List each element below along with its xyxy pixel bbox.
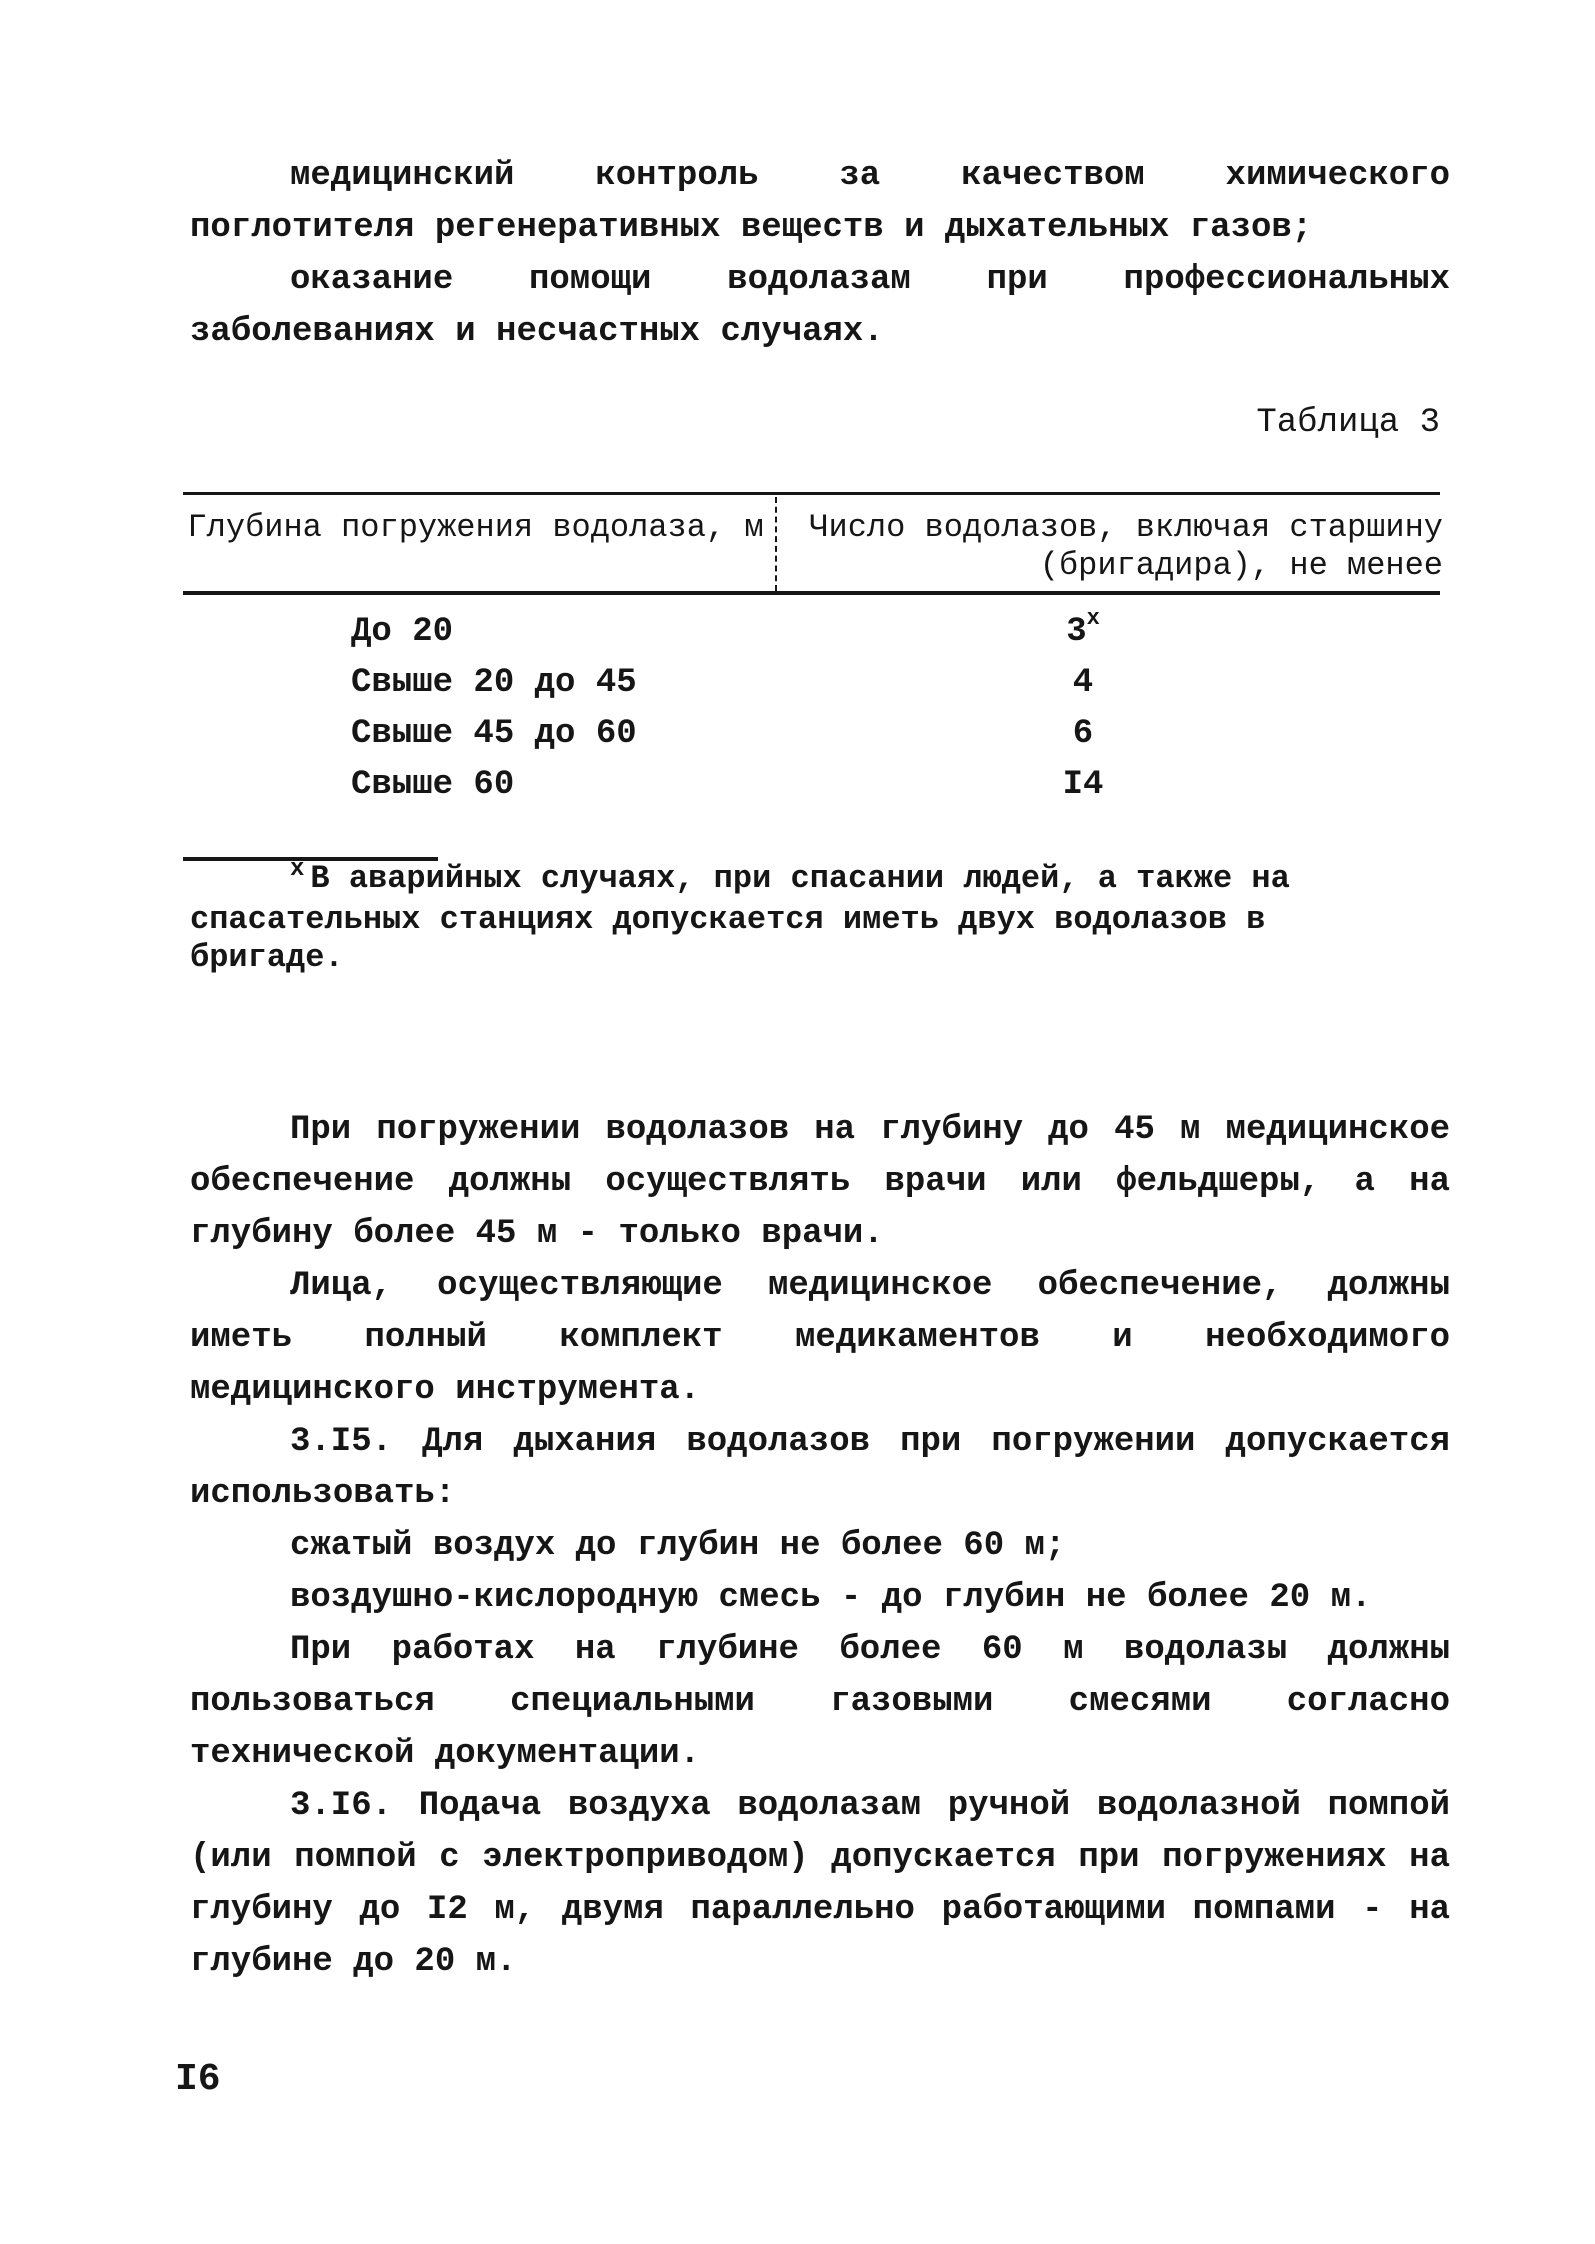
table-row <box>183 658 1440 709</box>
body-paragraph: Лица, осуществляющие медицинское обеспечение, должны иметь полный комплект медикаментов и необходимого медицинского инструмента. <box>190 1267 1450 1409</box>
footnote <box>190 856 1380 977</box>
section-3-15: 3.I5. Для дыхания водолазов при погружении допускается использовать: <box>190 1423 1450 1513</box>
table-body <box>183 595 1440 811</box>
body-text <box>190 1104 1450 1988</box>
body-paragraph: воздушно-кислородную смесь - до глубин не более 20 м. <box>290 1579 1372 1617</box>
section-3-16: 3.I6. Подача воздуха водолазам ручной водолазной помпой (или помпой с электроприводом) допускается при погружениях на глубину до I2 м, двумя параллельно работающими помпами - на глубине до 20 м. <box>190 1787 1450 1981</box>
header-depth: Глубина погружения водолаза, м <box>187 509 764 546</box>
row-count: 3$^x$ <box>1066 605 1100 651</box>
intro-paragraph-2: оказание помощи водолазам при профессиональных заболеваниях и несчастных случаях. <box>190 261 1450 351</box>
table-header <box>183 495 1443 591</box>
body-paragraph: При погружении водолазов на глубину до 45 м медицинское обеспечение должны осуществлять врачи или фельдшеры, а на глубину более 45 м - только врачи. <box>190 1111 1450 1253</box>
page-number: I6 <box>175 2058 221 2101</box>
intro-paragraph-1: медицинский контроль за качеством химического поглотителя регенеративных веществ и дыхательных газов; <box>190 157 1450 247</box>
footnote-text: В аварийных случаях, при спасании людей, а также на спасательных станциях допускается иметь двух водолазов в бригаде. <box>190 860 1290 976</box>
body-paragraph: сжатый воздух до глубин не более 60 м; <box>290 1527 1066 1565</box>
table-row <box>183 709 1440 760</box>
row-count: I4 <box>1062 766 1104 804</box>
row-count: 6 <box>1072 715 1094 753</box>
depth-table <box>183 492 1443 811</box>
table-row <box>183 607 1440 658</box>
footnote-mark: x <box>290 856 305 883</box>
row-count: 4 <box>1072 664 1094 702</box>
intro-text <box>190 150 1450 358</box>
row-depth: До 20 <box>351 613 454 651</box>
header-diver-count: Число водолазов, включая старшину (бригадира), не менее <box>809 509 1443 584</box>
row-depth: Свыше 60 <box>351 766 515 804</box>
header-divider <box>775 497 777 591</box>
row-depth: Свыше 45 до 60 <box>351 715 637 753</box>
table-caption: Таблица 3 <box>1256 404 1440 442</box>
footnote-marker: x <box>1086 605 1100 631</box>
body-paragraph: При работах на глубине более 60 м водолазы должны пользоваться специальными газовыми смесями согласно технической документации. <box>190 1631 1450 1773</box>
table-row <box>183 760 1440 811</box>
row-depth: Свыше 20 до 45 <box>351 664 637 702</box>
